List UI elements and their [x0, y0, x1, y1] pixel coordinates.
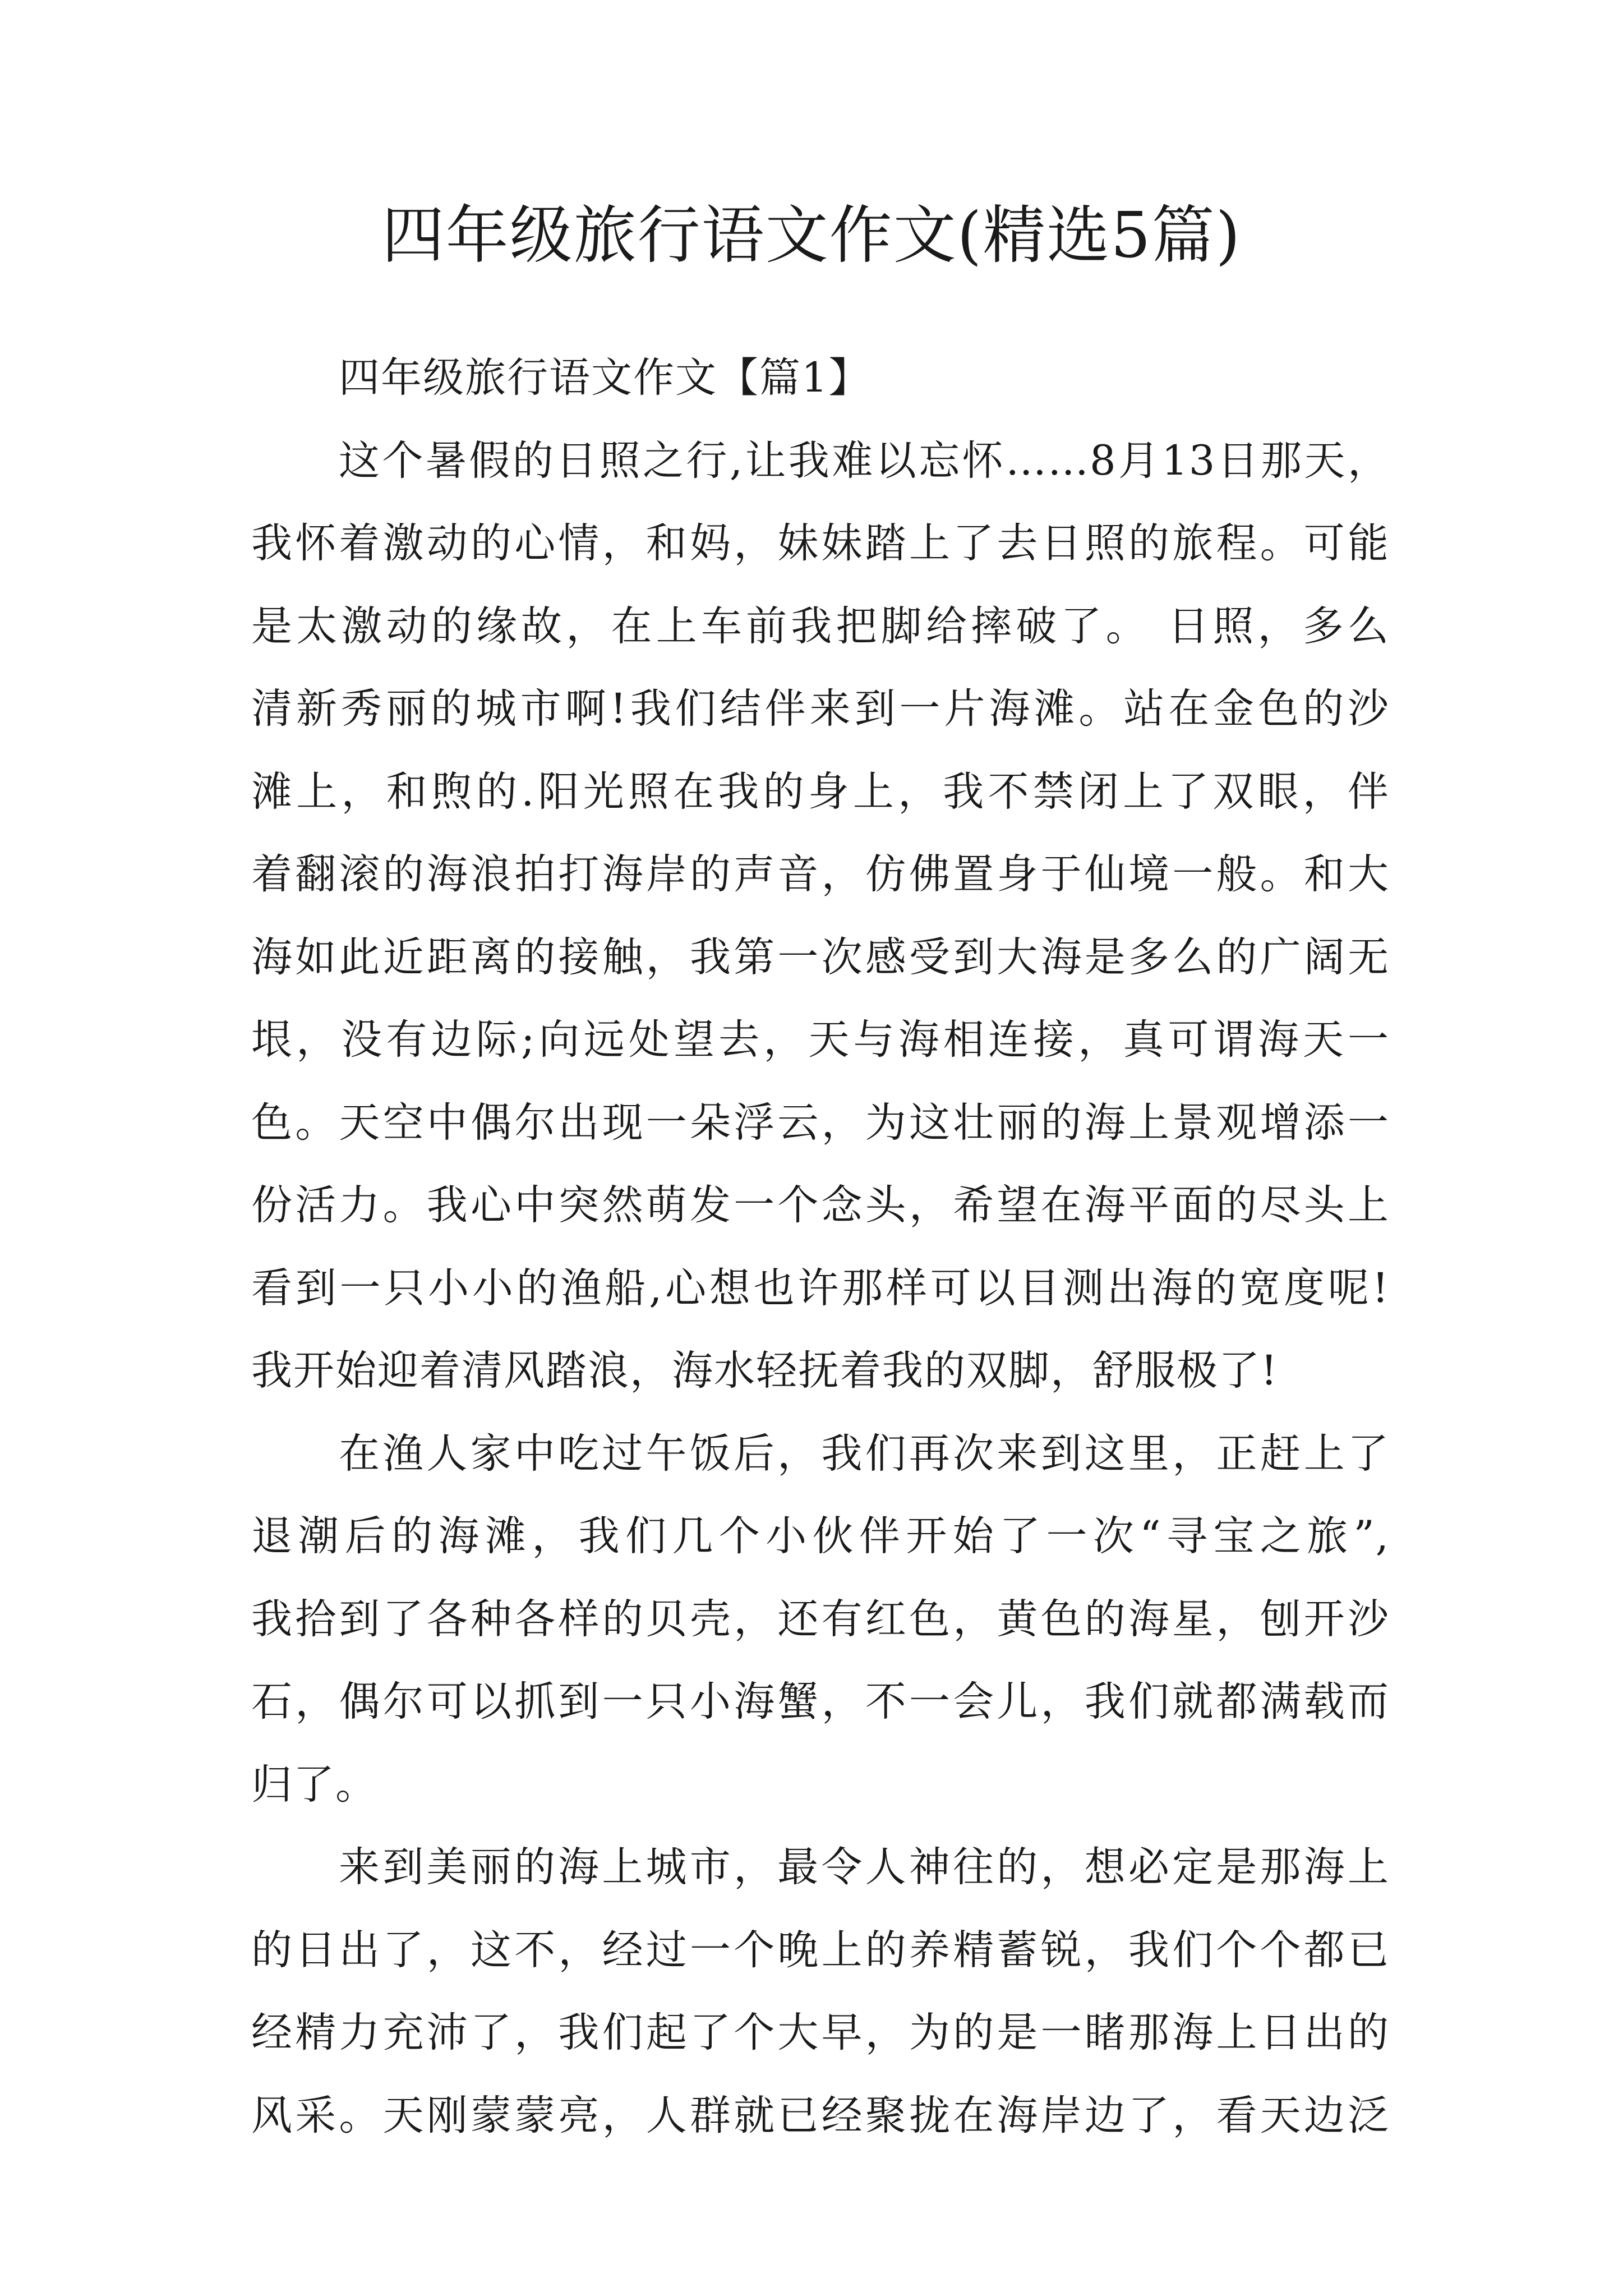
paragraph-line: 着翻滚的海浪拍打海岸的声音，仿佛置身于仙境一般。和大 [251, 850, 1390, 898]
document-title: 四年级旅行语文作文(精选5篇) [381, 199, 1242, 272]
paragraph-line: 垠，没有边际;向远处望去，天与海相连接，真可谓海天一 [251, 1016, 1390, 1064]
paragraph-line: 是太激动的缘故，在上车前我把脚给摔破了。 日照，多么 [251, 602, 1390, 650]
paragraph-line: 滩上，和煦的.阳光照在我的身上，我不禁闭上了双眼，伴 [251, 767, 1390, 816]
paragraph-line: 石，偶尔可以抓到一只小海蟹，不一会儿，我们就都满载而 [251, 1678, 1390, 1726]
paragraph-line: 退潮后的海滩，我们几个小伙伴开始了一次“寻宝之旅”, [251, 1512, 1390, 1560]
paragraph-line: 在渔人家中吃过午饭后，我们再次来到这里，正赶上了 [339, 1429, 1390, 1478]
paragraph-line: 的日出了，这不，经过一个晚上的养精蓄锐，我们个个都已 [251, 1926, 1390, 1974]
paragraph-line: 份活力。我心中突然萌发一个念头，希望在海平面的尽头上 [251, 1181, 1390, 1229]
paragraph-line: 色。天空中偶尔出现一朵浮云，为这壮丽的海上景观增添一 [251, 1098, 1390, 1147]
paragraph-line: 清新秀丽的城市啊!我们结伴来到一片海滩。站在金色的沙 [251, 685, 1390, 733]
section-heading: 四年级旅行语文作文【篇1】 [339, 354, 871, 402]
paragraph-line: 我拾到了各种各样的贝壳，还有红色，黄色的海星，刨开沙 [251, 1595, 1390, 1643]
paragraph-line: 这个暑假的日照之行,让我难以忘怀……8月13日那天， [339, 436, 1390, 485]
paragraph-line: 我开始迎着清风踏浪，海水轻抚着我的双脚，舒服极了! [251, 1347, 1279, 1395]
paragraph-line: 来到美丽的海上城市，最令人神往的，想必定是那海上 [339, 1843, 1390, 1891]
document-body [251, 337, 1390, 2157]
paragraph-line: 海如此近距离的接触，我第一次感受到大海是多么的广阔无 [251, 933, 1390, 981]
paragraph-line: 我怀着激动的心情，和妈，妹妹踏上了去日照的旅程。可能 [251, 519, 1390, 567]
paragraph-line: 风采。天刚蒙蒙亮，人群就已经聚拢在海岸边了，看天边泛 [251, 2091, 1390, 2139]
paragraph-line: 归了。 [251, 1760, 377, 1809]
paragraph-line: 经精力充沛了，我们起了个大早，为的是一睹那海上日出的 [251, 2009, 1390, 2056]
paragraph-line: 看到一只小小的渔船,心想也许那样可以目测出海的宽度呢! [251, 1264, 1390, 1312]
